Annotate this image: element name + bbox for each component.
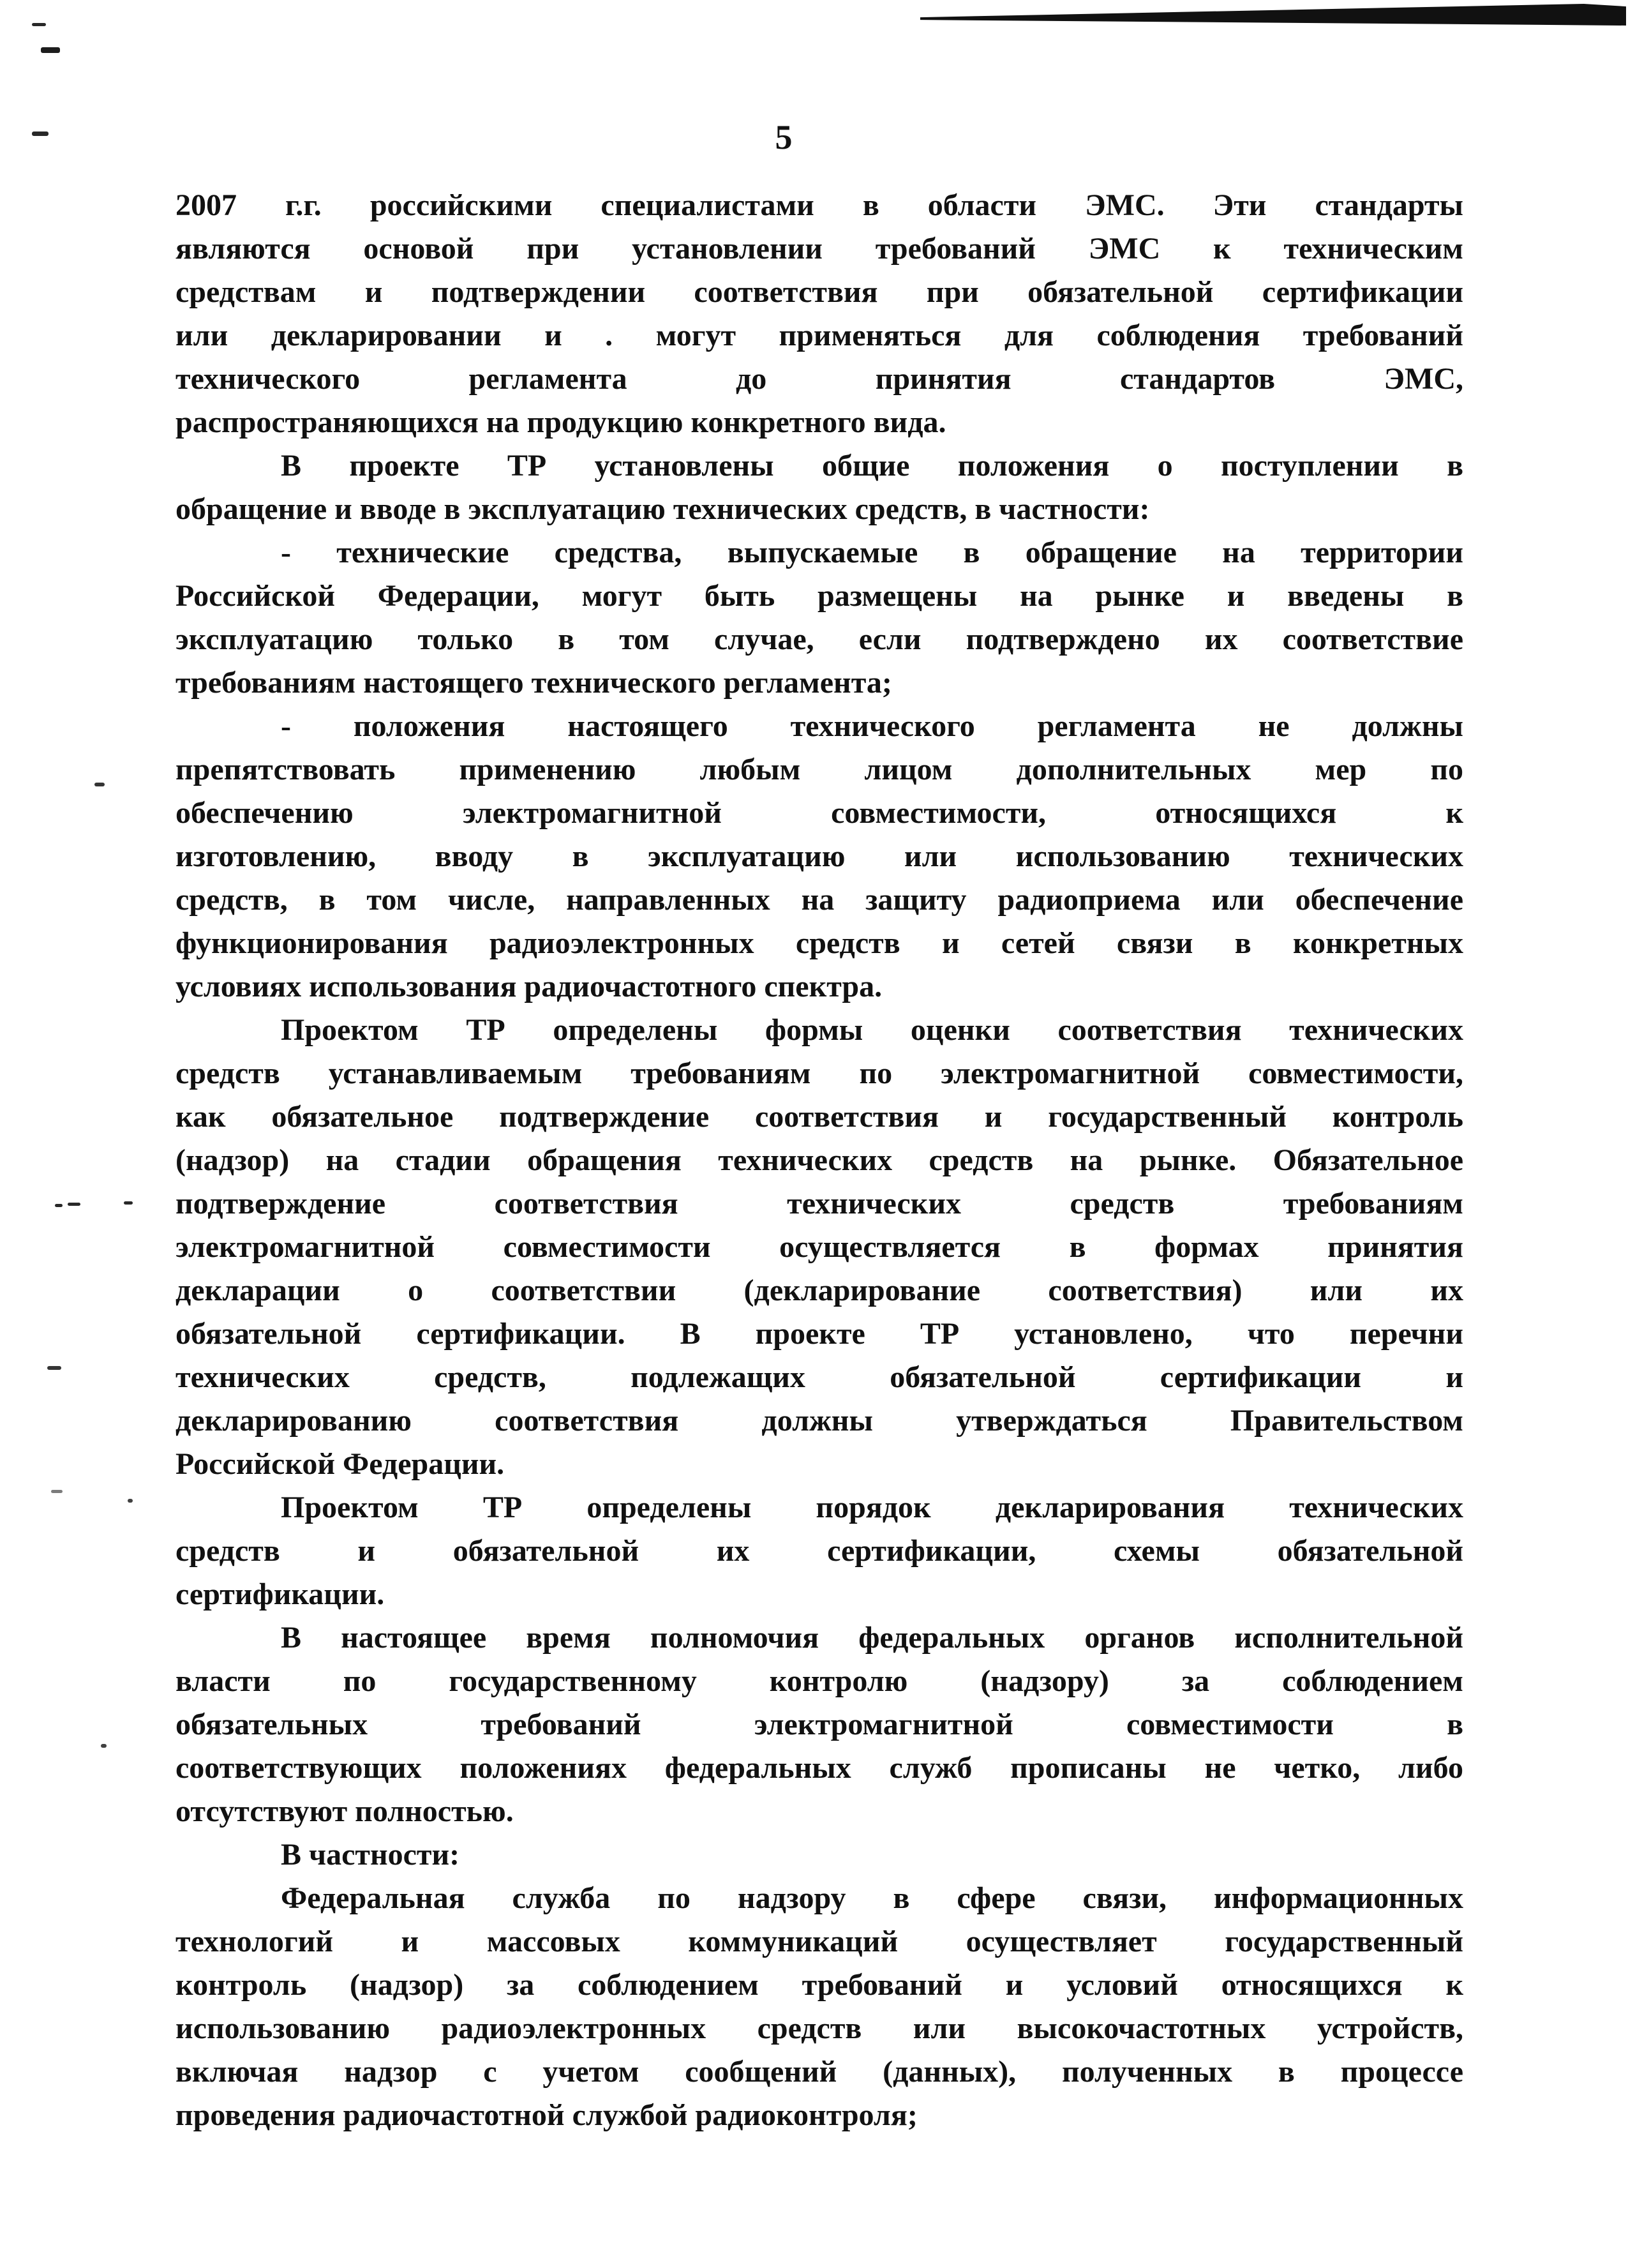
text-line: эксплуатацию только в том случае, если подтверждено их соответствие [175,622,1463,656]
text-line: обязательной сертификации. В проекте ТР установлено, что перечни [175,1317,1463,1351]
text-line: Федеральная служба по надзору в сфере связи, информационных [281,1881,1463,1915]
text-line: власти по государственному контролю (надзору) за соблюдением [175,1664,1463,1698]
scan-speck-artifact [32,23,46,26]
text-line: средств устанавливаемым требованиям по электромагнитной совместимости, [175,1056,1463,1090]
text-line: отсутствуют полностью. [175,1794,514,1828]
text-line: или декларировании и . могут применяться для соблюдения требований [175,319,1463,352]
scan-streak-artifact [920,4,1626,26]
text-line: Проектом ТР определены порядок декларирования технических [281,1491,1463,1524]
text-line: электромагнитной совместимости осуществляется в формах принятия [175,1230,1463,1264]
scan-speck-artifact [32,131,49,136]
text-line: требованиям настоящего технического регламента; [175,666,892,700]
text-line: функционирования радиоэлектронных средств и сетей связи в конкретных [175,926,1463,960]
page-number: 5 [775,118,793,156]
text-line: обеспечению электромагнитной совместимости, относящихся к [175,796,1463,830]
text-line: В настоящее время полномочия федеральных органов исполнительной [281,1621,1463,1655]
text-line: средств, в том числе, направленных на защиту радиоприема или обеспечение [175,883,1463,917]
text-line: сертификации. [175,1577,385,1611]
text-line: обращение и вводе в эксплуатацию технических средств, в частности: [175,492,1150,526]
text-line: обязательных требований электромагнитной совместимости в [175,1708,1463,1741]
text-line: Проектом ТР определены формы оценки соответствия технических [281,1013,1463,1047]
text-line: являются основой при установлении требований ЭМС к техническим [175,232,1463,266]
text-line: препятствовать применению любым лицом дополнительных мер по [175,753,1463,786]
text-line: средствам и подтверждении соответствия при обязательной сертификации [175,275,1463,309]
scan-speck-artifact [101,1744,107,1748]
scan-speck-artifact [124,1201,133,1205]
scan-speck-artifact [55,1204,63,1207]
text-line: изготовлению, вводу в эксплуатацию или использованию технических [175,839,1463,873]
text-line: (надзор) на стадии обращения технических средств на рынке. Обязательное [175,1143,1463,1177]
text-line: технических средств, подлежащих обязательной сертификации и [175,1360,1463,1394]
text-line: контроль (надзор) за соблюдением требований и условий относящихся к [175,1968,1463,2002]
scan-speck-artifact [47,1366,61,1370]
text-line: - технические средства, выпускаемые в обращение на территории [281,536,1463,569]
text-line: - положения настоящего технического регламента не должны [281,709,1463,743]
text-line: использованию радиоэлектронных средств или высокочастотных устройств, [175,2011,1463,2045]
text-line: средств и обязательной их сертификации, схемы обязательной [175,1534,1463,1568]
text-line: технического регламента до принятия стандартов ЭМС, [175,362,1463,396]
scan-speck-artifact [94,783,105,786]
text-line: как обязательное подтверждение соответствия и государственный контроль [175,1100,1463,1134]
scan-speck-artifact [51,1490,63,1493]
text-line: декларации о соответствии (декларирование соответствия) или их [175,1273,1463,1307]
text-line: распространяющихся на продукцию конкретного вида. [175,405,946,439]
scan-speck-artifact [128,1499,133,1503]
text-line: проведения радиочастотной службой радиоконтроля; [175,2098,918,2132]
text-line: условиях использования радиочастотного спектра. [175,970,883,1003]
document-text [175,184,1463,2137]
text-line: В частности: [281,1838,460,1872]
scan-speck-artifact [41,47,60,53]
text-line: Российской Федерации. [175,1447,505,1481]
text-line: В проекте ТР установлены общие положения о поступлении в [281,449,1463,483]
text-line: декларированию соответствия должны утверждаться Правительством [175,1404,1463,1438]
text-line: Российской Федерации, могут быть размещены на рынке и введены в [175,579,1463,613]
text-line: включая надзор с учетом сообщений (данных), полученных в процессе [175,2055,1463,2089]
scan-speck-artifact [68,1203,80,1206]
text-line: подтверждение соответствия технических средств требованиям [175,1187,1463,1220]
text-line: технологий и массовых коммуникаций осуществляет государственный [175,1925,1463,1958]
text-line: 2007 г.г. российскими специалистами в области ЭМС. Эти стандарты [175,188,1463,222]
text-line: соответствующих положениях федеральных служб прописаны не четко, либо [175,1751,1463,1785]
